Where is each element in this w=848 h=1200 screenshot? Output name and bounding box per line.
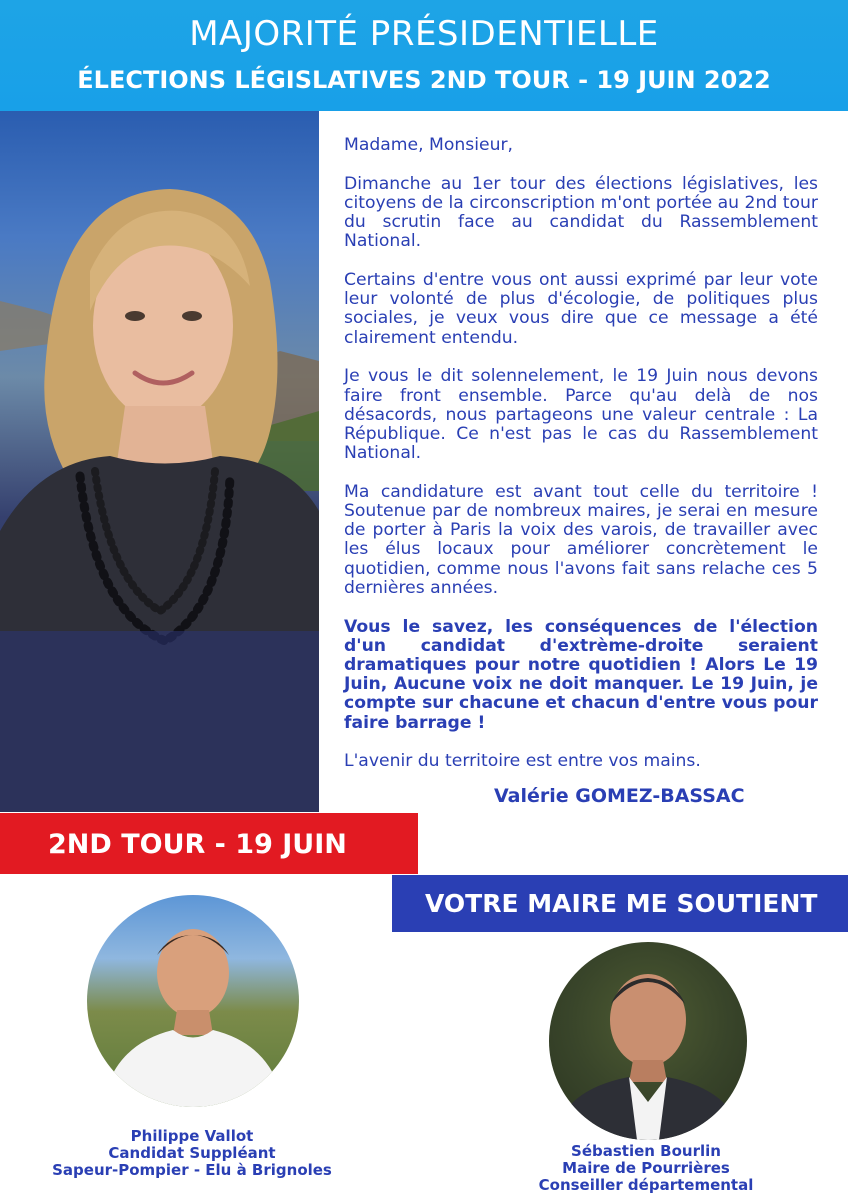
candidate-photo xyxy=(0,111,319,812)
supporter-role: Conseiller départemental xyxy=(538,1176,754,1194)
letter-paragraph-1: Dimanche au 1er tour des élections législatives, les citoyens de la circonscription m'ont portée au 2nd tour du scrutin face au candidat du Rassemblement National. xyxy=(344,173,818,252)
letter-paragraph-3: Je vous le dit solennelement, le 19 Juin nous devons faire front ensemble. Parce qu'au delà de nos désacords, nous partageons une valeur centrale : La République. Ce n'est pas le cas du Rassemblement National. xyxy=(344,366,818,464)
supporter-role: Sapeur-Pompier - Elu à Brignoles xyxy=(52,1161,332,1179)
supporter-role: Candidat Suppléant xyxy=(108,1144,276,1162)
letter-closing: L'avenir du territoire est entre vos mains. xyxy=(344,751,701,772)
header-title: MAJORITÉ PRÉSIDENTIELLE xyxy=(189,14,659,54)
blue-support-banner xyxy=(392,875,848,932)
supporter-photo-bourlin xyxy=(549,942,747,1140)
header-subtitle: ÉLECTIONS LÉGISLATIVES 2ND TOUR - 19 JUIN 2022 xyxy=(77,66,771,94)
supporter-portrait-illustration xyxy=(549,942,747,1140)
letter-paragraph-4: Ma candidature est avant tout celle du territoire ! Soutenue par de nombreux maires, je serai en mesure de porter à Paris la voix des varois, de travailler avec les élus locaux pour améliorer concrètement le quotidien, comme nous l'avons fait sans relache ces 5 dernières années. xyxy=(344,481,818,598)
red-banner-text: 2ND TOUR - 19 JUIN xyxy=(48,829,347,860)
candidate-letter xyxy=(344,136,818,791)
letter-greeting: Madame, Monsieur, xyxy=(344,135,514,155)
supporter-name: Sébastien Bourlin xyxy=(571,1142,721,1160)
supporter-caption-vallot xyxy=(40,1128,344,1179)
supporter-caption-bourlin xyxy=(494,1143,798,1194)
supporter-photo-vallot xyxy=(87,895,299,1107)
letter-paragraph-2: Certains d'entre vous ont aussi exprimé par leur vote leur volonté de plus d'écologie, de politiques plus sociales, je veux vous dire que ce message a été clairement entendu. xyxy=(344,270,818,348)
header-banner xyxy=(0,0,848,111)
candidate-portrait-illustration xyxy=(0,111,319,812)
letter-paragraph-5: Vous le savez, les conséquences de l'élection d'un candidat d'extrème-droite seraient dramatiques pour notre quotidien ! Alors Le 19 Juin, Aucune voix ne doit manquer. Le 19 Juin, je compte sur chacune et chacun d'entre vous pour faire barrage ! xyxy=(344,616,818,733)
red-date-banner xyxy=(0,813,418,874)
letter-signature: Valérie GOMEZ-BASSAC xyxy=(494,785,745,807)
supporter-name: Philippe Vallot xyxy=(130,1127,254,1145)
blue-banner-text: VOTRE MAIRE ME SOUTIENT xyxy=(425,889,818,918)
supporter-role: Maire de Pourrières xyxy=(562,1159,730,1177)
supporter-portrait-illustration xyxy=(87,895,299,1107)
